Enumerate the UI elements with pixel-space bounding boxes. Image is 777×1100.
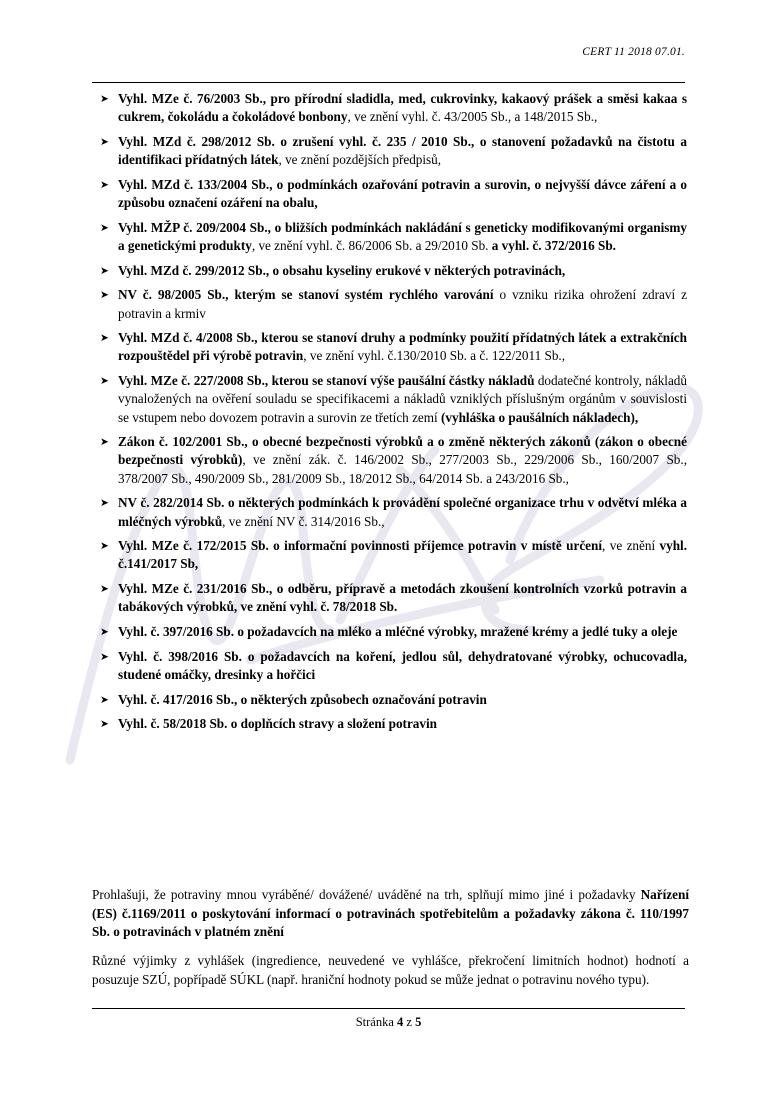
- arrow-bullet-icon: ➤: [100, 626, 109, 639]
- arrow-bullet-icon: ➤: [100, 497, 109, 510]
- list-item-text: [118, 262, 689, 280]
- text-run: , ve znění vyhl. č. 86/2006 Sb. a 29/2010 Sb.: [251, 237, 492, 253]
- text-run: , ve znění vyhl. č.130/2010 Sb. a č. 122/2011 Sb.,: [303, 348, 566, 364]
- list-item-text: [118, 580, 689, 616]
- list-item-text: [118, 176, 689, 212]
- text-run-bold: Vyhl. MZe č. 227/2008 Sb., kterou se stanoví výše paušální částky nákladů: [118, 373, 535, 389]
- text-run: o vzniku rizika ohrožení zdraví z potravin a krmiv: [118, 287, 687, 321]
- text-run: dodatečné kontroly, nákladů vynaložených na ověření souladu se specifikacemi a nákladů vzniklých příslušným orgánům v souvislosti se vstupem nebo dovozem potravin a surovin ze třetích zemí: [118, 373, 687, 425]
- list-item: [92, 494, 689, 530]
- declaration-paragraph-text: [92, 886, 689, 942]
- arrow-bullet-icon: ➤: [100, 332, 109, 345]
- list-item-text: [118, 494, 689, 530]
- footer-total-pages: 5: [415, 1015, 422, 1029]
- arrow-bullet-icon: ➤: [100, 718, 109, 731]
- list-item: [92, 648, 689, 684]
- exceptions-paragraph: [92, 952, 689, 989]
- text-run-bold: Vyhl. MZe č. 76/2003 Sb., pro přírodní sladidla, med, cukrovinky, kakaový prášek a směsi kakaa s cukrem, čokoládu a čokoládové bonbony: [118, 91, 687, 125]
- text-run: , ve znění NV č. 314/2016 Sb.,: [222, 513, 385, 529]
- footer-divider: [92, 1008, 685, 1009]
- list-item-text: [118, 90, 689, 126]
- list-item-text: [118, 715, 689, 733]
- list-item-text: [118, 372, 689, 427]
- exceptions-paragraph-text: [92, 952, 689, 989]
- text-run-bold: Vyhl. MZd č. 299/2012 Sb., o obsahu kyseliny erukové v některých potravinách,: [118, 262, 566, 278]
- list-item-text: [118, 648, 689, 684]
- text-run-bold: Vyhl. MŽP č. 209/2004 Sb., o bližších podmínkách nakládání s geneticky modifikovanými organismy a genetickými produkty: [118, 219, 687, 253]
- text-run: , ve znění zák. č. 146/2002 Sb., 277/2003 Sb., 229/2006 Sb., 160/2007 Sb., 378/2007 Sb., 490/2009 Sb., 281/2009 Sb., 18/2012 Sb., 64/2014 Sb. a 243/2016 Sb.,: [118, 452, 687, 486]
- list-item-text: [118, 433, 689, 488]
- list-item: [92, 372, 689, 427]
- arrow-bullet-icon: ➤: [100, 221, 109, 234]
- arrow-bullet-icon: ➤: [100, 540, 109, 553]
- arrow-bullet-icon: ➤: [100, 178, 109, 191]
- list-item: [92, 580, 689, 616]
- declaration-paragraph: [92, 886, 689, 942]
- text-run-bold: Zákon č. 102/2001 Sb., o obecné bezpečnosti výrobků a o změně některých zákonů (zákon o obecné bezpečnosti výrobků): [118, 434, 687, 468]
- text-run: Různé výjimky z vyhlášek (ingredience, neuvedené ve vyhlášce, překročení limitních hodnot) hodnotí a posuzuje SZÚ, popřípadě SÚKL (např. hraniční hodnoty pokud se může jednat o potravinu nového typu).: [92, 953, 689, 987]
- list-item: [92, 286, 689, 322]
- list-item-text: [118, 537, 689, 573]
- list-item-text: [118, 329, 689, 365]
- header-divider: [92, 82, 685, 83]
- text-run-bold: Vyhl. MZd č. 4/2008 Sb., kterou se stanoví druhy a podmínky použití přídatných látek a extrakčních rozpouštědel při výrobě potravin: [118, 330, 687, 364]
- list-item: [92, 623, 689, 641]
- text-run: , ve znění vyhl. č. 43/2005 Sb., a 148/2015 Sb.,: [347, 109, 598, 125]
- text-run-bold: Vyhl. MZd č. 298/2012 Sb. o zrušení vyhl. č. 235 / 2010 Sb., o stanovení požadavků na čistotu a identifikaci přídatných látek: [118, 133, 687, 168]
- text-run-bold: Vyhl. č. 58/2018 Sb. o doplňcích stravy a složení potravin: [118, 716, 437, 732]
- arrow-bullet-icon: ➤: [100, 583, 109, 596]
- page-footer: [92, 1015, 685, 1030]
- text-run-bold: Nařízení (ES) č.1169/2011 o poskytování informací o potravinách spotřebitelům a požadavky zákona č. 110/1997 Sb. o potravinách v platném znění: [92, 887, 689, 939]
- text-run-bold: Vyhl. č. 417/2016 Sb., o některých způsobech označování potravin: [118, 691, 487, 707]
- list-item: [92, 90, 689, 126]
- list-item-text: [118, 286, 689, 322]
- arrow-bullet-icon: ➤: [100, 264, 109, 277]
- list-item: [92, 433, 689, 488]
- arrow-bullet-icon: ➤: [100, 375, 109, 388]
- regulation-list: [92, 90, 689, 740]
- arrow-bullet-icon: ➤: [100, 93, 109, 105]
- text-run-bold: (vyhláška o paušálních nákladech),: [441, 409, 639, 425]
- text-run-bold: NV č. 98/2005 Sb., kterým se stanoví systém rychlého varování: [118, 287, 494, 303]
- list-item: [92, 219, 689, 255]
- list-item-text: [118, 623, 689, 641]
- arrow-bullet-icon: ➤: [100, 650, 109, 663]
- text-run-bold: Vyhl. č. 398/2016 Sb. o požadavcích na koření, jedlou sůl, dehydratované výrobky, ochucovadla, studené omáčky, dresinky a hořčici: [118, 648, 687, 682]
- footer-current-page: 4: [397, 1015, 404, 1029]
- text-run: , ve znění: [602, 538, 660, 554]
- list-item: [92, 176, 689, 212]
- list-item: [92, 133, 689, 169]
- text-run-bold: Vyhl. MZe č. 172/2015 Sb. o informační povinnosti příjemce potravin v místě určení: [118, 538, 603, 554]
- arrow-bullet-icon: ➤: [100, 289, 109, 302]
- text-run-bold: NV č. 282/2014 Sb. o některých podmínkách k provádění společné organizace trhu v odvětví mléka a mléčných výrobků: [118, 495, 687, 529]
- list-item: [92, 329, 689, 365]
- text-run: , ve znění pozdějších předpisů,: [278, 152, 442, 168]
- list-item-text: [118, 219, 689, 255]
- list-item: [92, 691, 689, 709]
- text-run-bold: Vyhl. MZe č. 231/2016 Sb., o odběru, přípravě a metodách zkoušení kontrolních vzorků potravin a tabákových výrobků, ve znění vyhl. č. 78/2018 Sb.: [118, 581, 687, 615]
- footer-prefix: Stránka: [355, 1015, 397, 1029]
- document-header-code: CERT 11 2018 07.01.: [582, 46, 685, 58]
- arrow-bullet-icon: ➤: [100, 693, 109, 706]
- list-item-text: [118, 691, 689, 709]
- text-run: Prohlašuji, že potraviny mnou vyráběné/ dovážené/ uváděné na trh, splňují mimo jiné i požadavky: [92, 887, 641, 902]
- footer-separator: z: [403, 1015, 416, 1029]
- text-run-bold: a vyhl. č. 372/2016 Sb.: [491, 237, 616, 253]
- list-item-text: [118, 133, 689, 169]
- list-item: [92, 715, 689, 733]
- text-run-bold: Vyhl. č. 397/2016 Sb. o požadavcích na mléko a mléčné výrobky, mražené krémy a jedlé tuky a oleje: [118, 624, 678, 640]
- list-item: [92, 262, 689, 280]
- arrow-bullet-icon: ➤: [100, 436, 109, 449]
- text-run-bold: vyhl. č.141/2017 Sb,: [118, 538, 687, 572]
- text-run-bold: Vyhl. MZd č. 133/2004 Sb., o podmínkách ozařování potravin a surovin, o nejvyšší dávce záření a o způsobu označení ozáření na obalu,: [118, 176, 687, 211]
- list-item: [92, 537, 689, 573]
- arrow-bullet-icon: ➤: [100, 135, 109, 148]
